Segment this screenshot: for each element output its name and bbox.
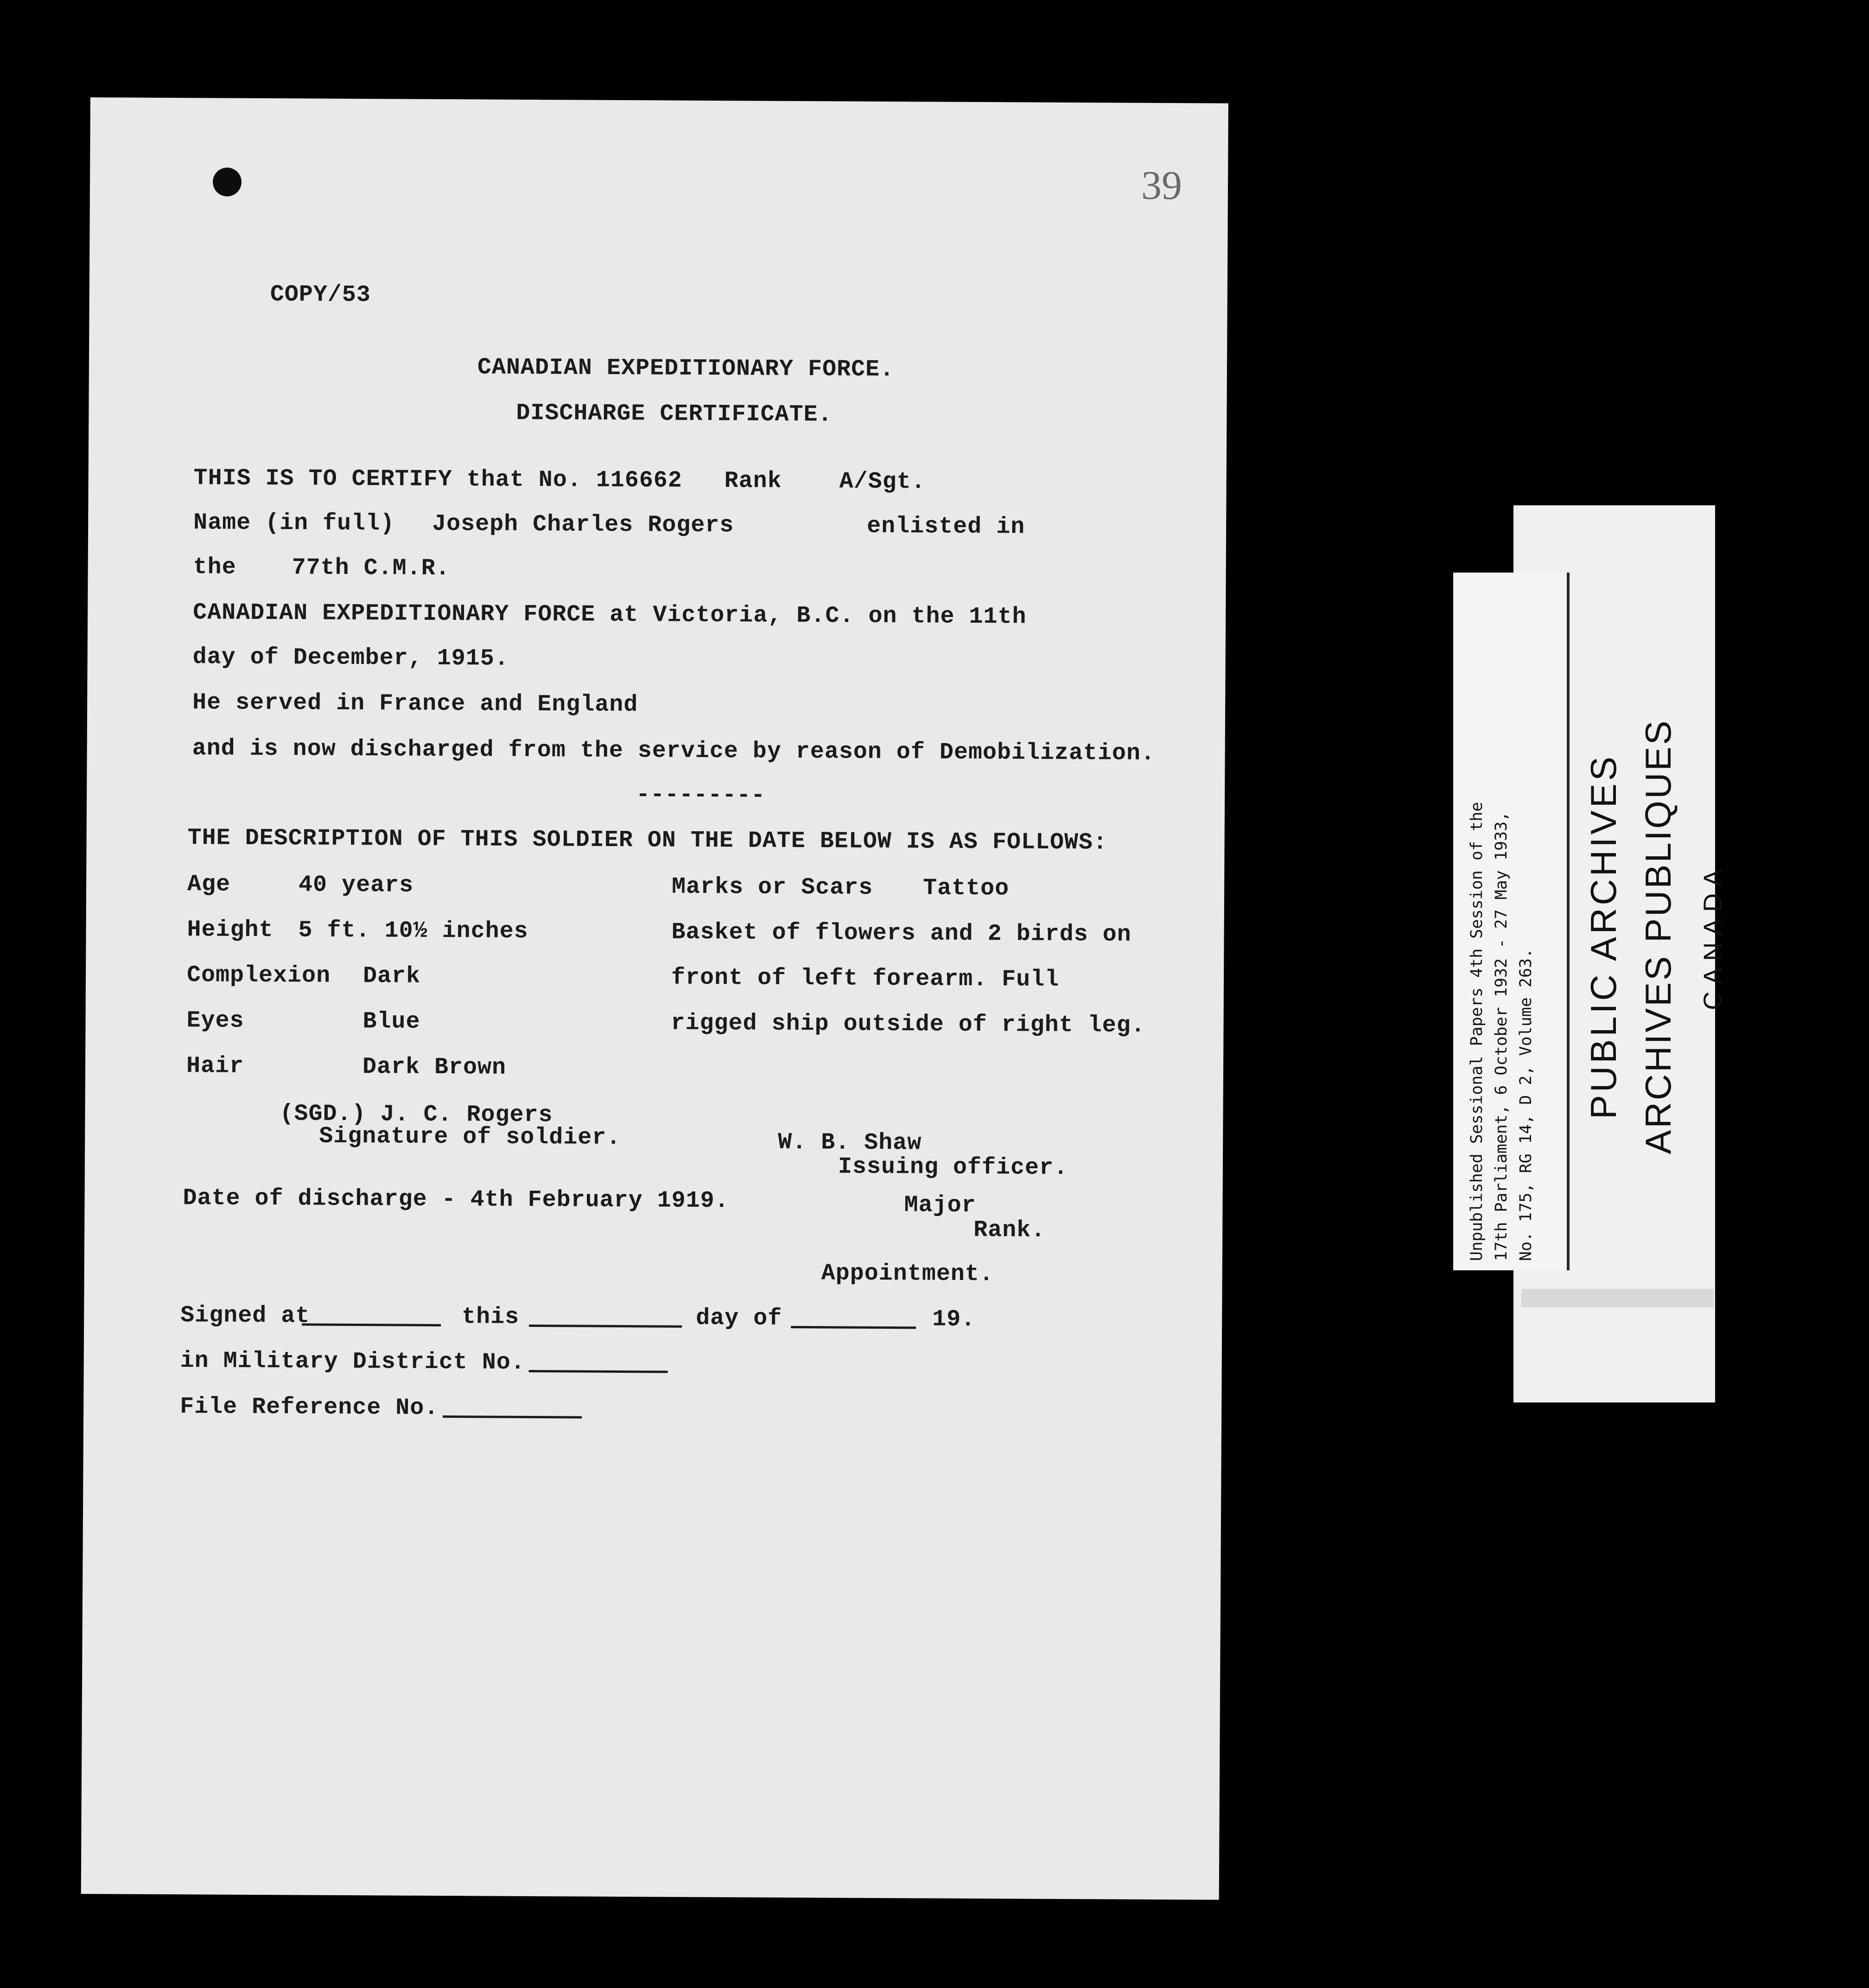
unit-value: 77th C.M.R. xyxy=(292,554,450,582)
eyes-value: Blue xyxy=(362,1008,420,1035)
rank-value: A/Sgt. xyxy=(839,468,926,496)
served-line: He served in France and England xyxy=(192,689,638,719)
citation-line-3: No. 175, RG 14, D 2, Volume 263. xyxy=(1517,948,1535,1261)
separator-line: --------- xyxy=(636,782,766,809)
hair-label: Hair xyxy=(186,1053,244,1080)
rank-caption: Rank. xyxy=(973,1217,1046,1244)
description-heading: THE DESCRIPTION OF THIS SOLDIER ON THE DATE BELOW IS AS FOLLOWS: xyxy=(187,825,1108,856)
discharge-date-line: Date of discharge - 4th February 1919. xyxy=(183,1185,729,1215)
enlistment-date-line: day of December, 1915. xyxy=(192,644,509,672)
officer-rank: Major xyxy=(904,1192,976,1219)
name-label: Name (in full) xyxy=(193,510,395,537)
height-label: Height xyxy=(187,917,273,944)
file-reference-label: File Reference No. xyxy=(180,1394,439,1421)
month-blank xyxy=(791,1326,916,1329)
issuing-officer-name: W. B. Shaw xyxy=(778,1129,922,1157)
complexion-value: Dark xyxy=(362,963,421,990)
marks-description-line-3: rigged ship outside of right leg. xyxy=(671,1010,1145,1039)
cef-enlistment-line: CANADIAN EXPEDITIONARY FORCE at Victoria, B.C. on the 11th xyxy=(193,599,1027,631)
day-of-label: day of xyxy=(696,1305,782,1332)
the-label: the xyxy=(193,554,236,581)
archive-stamp-line-1: PUBLIC ARCHIVES xyxy=(1583,754,1624,1119)
year-prefix: 19. xyxy=(932,1306,976,1333)
marks-description-line-1: Basket of flowers and 2 birds on xyxy=(671,919,1132,948)
citation-line-2: 17th Parliament, 6 October 1932 - 27 May 1933, xyxy=(1492,811,1511,1261)
citation-line-1: Unpublished Sessional Papers 4th Session of the xyxy=(1468,802,1486,1261)
archive-stamp-line-2: ARCHIVES PUBLIQUES xyxy=(1638,719,1678,1154)
eyes-label: Eyes xyxy=(186,1007,244,1034)
discharged-line: and is now discharged from the service by reason of Demobilization. xyxy=(192,735,1156,767)
marks-value: Tattoo xyxy=(922,875,1010,902)
signed-at-blank xyxy=(302,1323,441,1326)
hair-value: Dark Brown xyxy=(362,1054,507,1081)
enlisted-in-label: enlisted in xyxy=(867,513,1025,541)
military-district-blank xyxy=(529,1370,668,1373)
soldier-signature-caption: Signature of soldier. xyxy=(319,1123,621,1152)
height-value: 5 ft. 10½ inches xyxy=(298,917,528,945)
marks-description-line-2: front of left forearm. Full xyxy=(671,964,1060,993)
title-line-1: CANADIAN EXPEDITIONARY FORCE. xyxy=(477,354,895,383)
name-value: Joseph Charles Rogers xyxy=(432,510,734,539)
signed-at-label: Signed at xyxy=(180,1302,310,1330)
appointment-caption: Appointment. xyxy=(821,1260,994,1288)
page-number: 39 xyxy=(1141,163,1182,209)
age-value: 40 years xyxy=(298,872,414,899)
archive-stamp-country: CANADA xyxy=(1698,863,1727,1010)
issuing-officer-caption: Issuing officer. xyxy=(838,1153,1068,1182)
punch-hole xyxy=(213,167,242,196)
military-district-label: in Military District No. xyxy=(180,1348,525,1376)
rank-label: Rank xyxy=(724,468,782,495)
age-label: Age xyxy=(187,871,231,898)
certify-line: THIS IS TO CERTIFY that No. 116662 xyxy=(193,465,683,494)
this-label: this xyxy=(462,1304,520,1331)
this-day-blank xyxy=(529,1325,682,1328)
file-reference-blank xyxy=(443,1415,582,1419)
title-line-2: DISCHARGE CERTIFICATE. xyxy=(516,400,833,428)
discharge-certificate-sheet xyxy=(81,97,1228,1900)
complexion-label: Complexion xyxy=(186,962,331,989)
archive-stamp xyxy=(1576,677,1740,1196)
archive-label-edge xyxy=(1521,1289,1714,1307)
marks-label: Marks or Scars xyxy=(671,873,873,901)
copy-reference: COPY/53 xyxy=(270,281,371,309)
soldier-signature: (SGD.) J. C. Rogers xyxy=(280,1101,553,1129)
archive-citation xyxy=(1465,802,1538,1261)
